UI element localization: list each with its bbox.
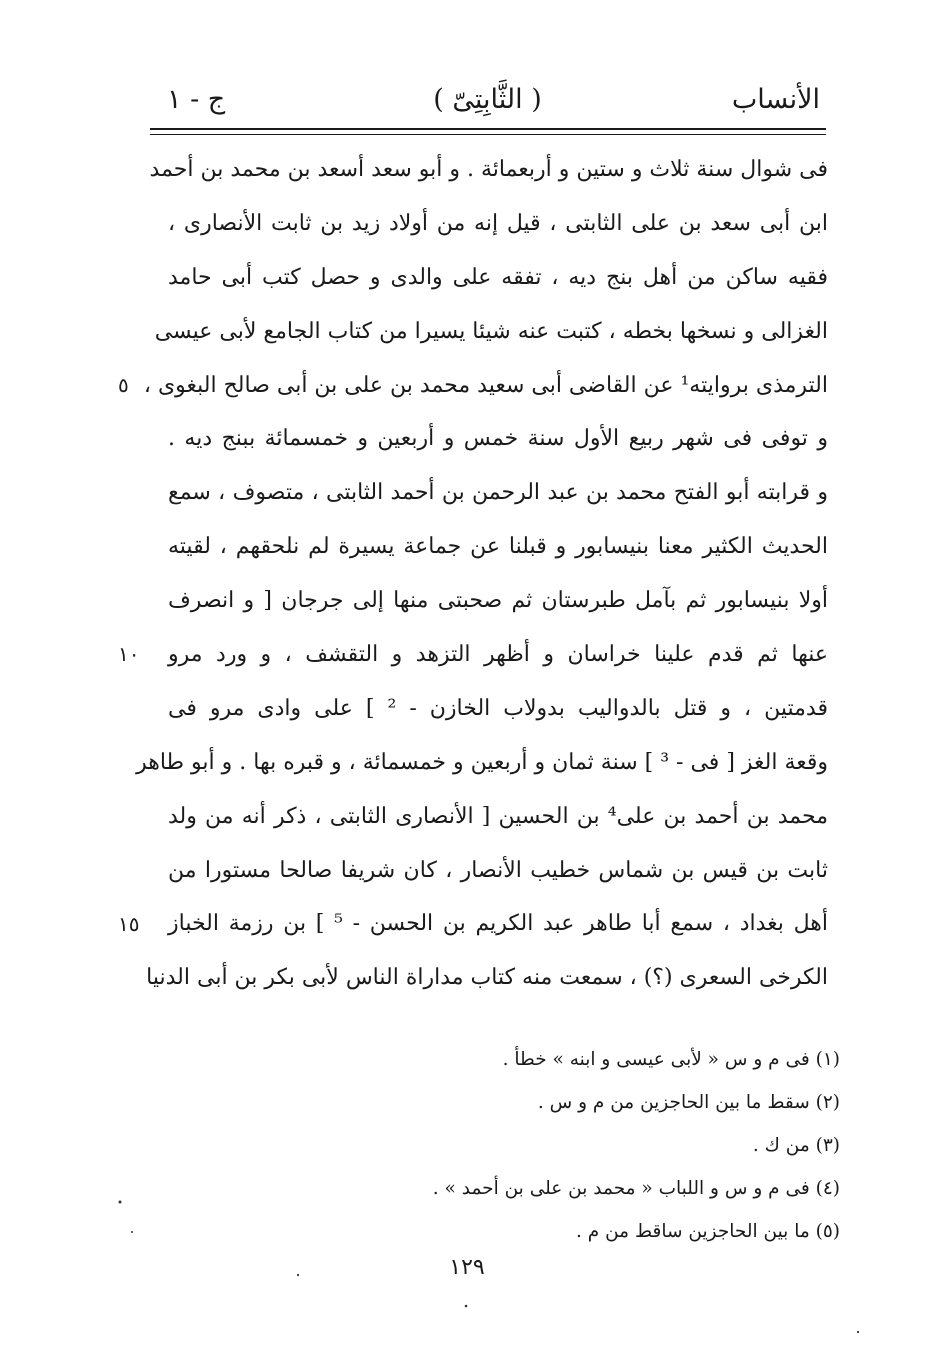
text-line: و توفى فى شهر ربيع الأول سنة خمس و أربعين و خمسمائة ببنج ديه . [168,426,828,452]
text-line: الترمذى بروايته¹ عن القاضى أبى سعيد محمد بن على بن أبى صالح البغوى ، [143,372,828,398]
text-line: ثابت بن قيس بن شماس خطيب الأنصار ، كان شريفا صالحا مستورا من [168,857,828,883]
text-line: ابن أبى سعد بن على الثابتى ، قيل إنه من أولاد زيد بن ثابت الأنصارى ، [168,210,828,236]
line-number: ١٥ [118,911,140,936]
footnote: (٥) ما بين الحاجزين ساقط من م . [576,1221,840,1242]
text-line: و قرابته أبو الفتح محمد بن عبد الرحمن بن أحمد الثابتى ، متصوف ، سمع [168,480,828,506]
speck [857,1331,859,1333]
running-header [155,80,820,124]
text-line: أولا بنيسابور ثم بآمل طبرستان ثم صحبتى منها إلى جرجان [ و انصرف [168,588,828,614]
page-number: ١٢٩ [449,1255,485,1280]
volume-indicator: ج - ١ [167,84,226,115]
text-line: أهل بغداد ، سمع أبا طاهر عبد الكريم بن الحسن - ⁵ ] بن رزمة الخباز [168,911,828,937]
text-line: وقعة الغز [ فى - ³ ] سنة ثمان و أربعين و خمسمائة ، و قبره بها . و أبو طاهر [136,749,828,775]
footnote: (٢) سقط ما بين الحاجزين من م و س . [537,1092,840,1113]
entry-title: ( الثَّابِتِىّ ) [433,84,542,115]
line-number: ١٠ [118,642,140,667]
footnote: (٣) من ك . [752,1135,840,1156]
text-line: فقيه ساكن من أهل بنج ديه ، تفقه على والدى و حصل كتب أبى حامد [168,264,828,290]
footnote: (١) فى م و س « لأبى عيسى و ابنه » خطأ . [502,1049,840,1070]
footnotes [420,1038,840,1253]
text-line: عنها ثم قدم علينا خراسان و أظهر التزهد و التقشف ، و ورد مرو [168,642,828,668]
text-line: فى شوال سنة ثلاث و ستين و أربعمائة . و أبو سعد أسعد بن محمد بن أحمد [149,157,828,182]
line-number: ٥ [118,372,129,397]
text-line: قدمتين ، و قتل بالدواليب بدولاب الخازن - ² ] على وادى مرو فى [168,695,828,721]
speck [119,1201,122,1204]
text-line: الحديث الكثير معنا بنيسابور و قبلنا عن جماعة يسيرة لم نلحقهم ، لقيته [168,534,828,560]
main-text [136,143,828,1005]
text-line: محمد بن أحمد بن على⁴ بن الحسين [ الأنصارى الثابتى ، ذكر أنه من ولد [168,803,828,829]
speck [131,1231,133,1233]
header-rule-thin [150,134,826,135]
text-line: الغزالى و نسخها بخطه ، كتبت عنه شيئا يسيرا من كتاب الجامع لأبى عيسى [154,318,828,344]
book-title: الأنساب [731,84,820,115]
text-line: الكرخى السعرى (؟) ، سمعت منه كتاب مداراة الناس لأبى بكر بن أبى الدنيا [146,965,828,991]
footnote: (٤) فى م و س و اللباب « محمد بن على بن أحمد » . [432,1178,840,1199]
speck [465,1305,468,1308]
header-rule [150,128,826,130]
